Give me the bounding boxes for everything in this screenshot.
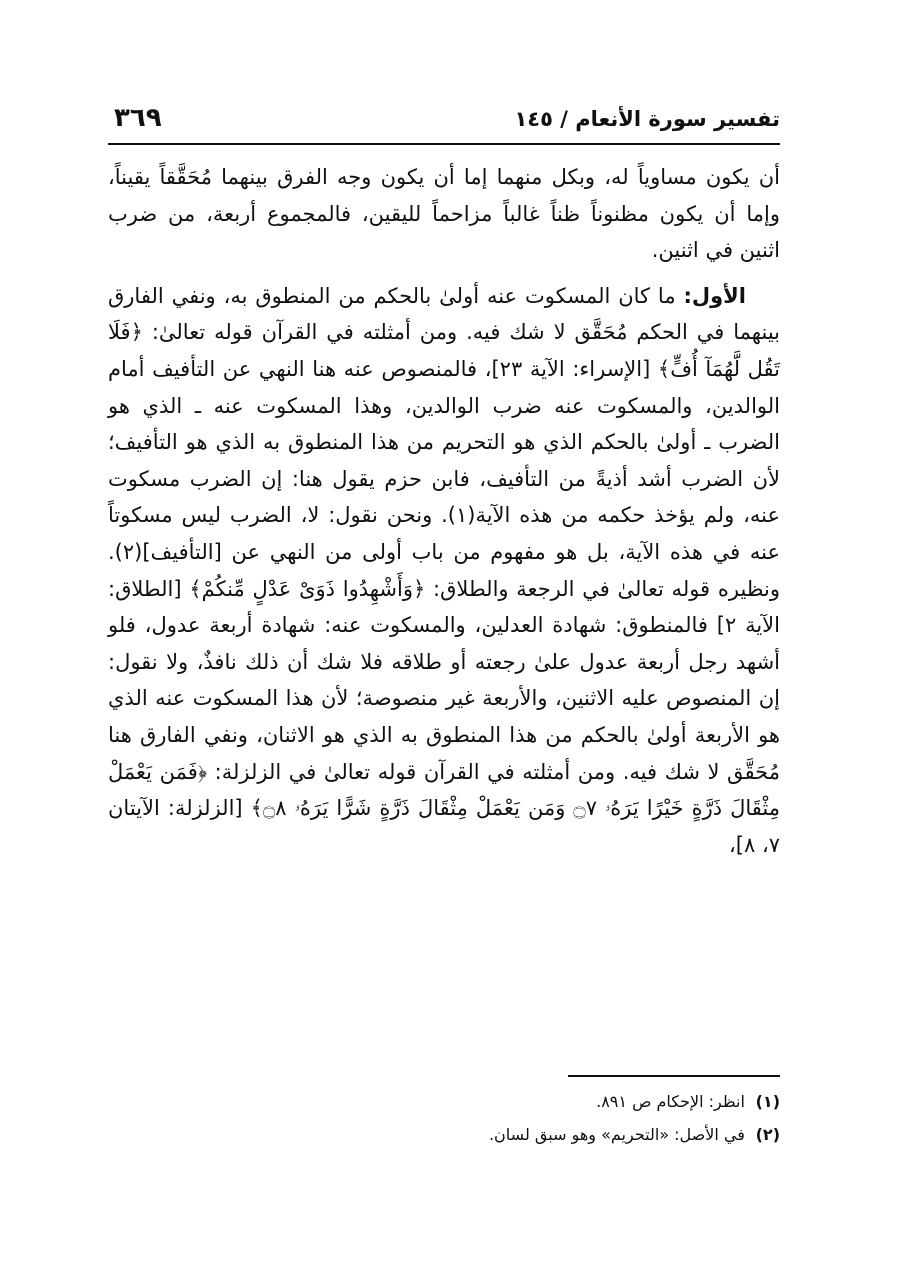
- footnotes: [108, 1085, 780, 1151]
- footnote-1: [108, 1085, 780, 1118]
- footnote-text: انظر: الإحكام ص ٨٩١.: [596, 1092, 745, 1111]
- paragraph-first-type: [108, 278, 780, 864]
- footnote-marker: (٢): [755, 1125, 780, 1144]
- paragraph-keyword: الأول:: [683, 283, 746, 308]
- footnote-divider: [568, 1075, 780, 1077]
- footnote-text: في الأصل: «التحريم» وهو سبق لسان.: [488, 1125, 745, 1144]
- book-page: [108, 95, 780, 1195]
- paragraph-intro: أن يكون مساوياً له، وبكل منهما إما أن يكون وجه الفرق بينهما مُحَقَّقاً يقيناً، وإما أن يكون مظنوناً ظناً غالباً مزاحماً لليقين، فالمجموع أربعة، من ضرب اثنين في اثنين.: [108, 165, 780, 263]
- footnote-marker: (١): [755, 1092, 780, 1111]
- running-header: [108, 95, 780, 145]
- footnote-2: [108, 1118, 780, 1151]
- header-title: تفسير سورة الأنعام / ١٤٥: [514, 107, 780, 131]
- page-number: ٣٦٩: [114, 103, 162, 133]
- paragraph-first-type-text: ما كان المسكوت عنه أولىٰ بالحكم من المنطوق به، ونفي الفارق بينهما في الحكم مُحَقَّق لا شك فيه. ومن أمثلته في القرآن قوله تعالىٰ: ﴿فَلَا تَقُل لَّهُمَآ أُفٍّ﴾ [الإسراء: الآية ٢٣]، فالمنصوص عنه هنا النهي عن التأفيف أمام الوالدين، والمسكوت عنه ضرب الوالدين، وهذا المسكوت عنه ـ الذي هو الضرب ـ أولىٰ بالحكم الذي هو التحريم من هذا المنطوق به الذي هو التأفيف؛ لأن الضرب أشد أذيةً من التأفيف، فابن حزم يقول هنا: إن الضرب مسكوت عنه، ولم يؤخذ حكمه من هذه الآية(١). ونحن نقول: لا، الضرب ليس مسكوتاً عنه في هذه الآية، بل هو مفهوم من باب أولى من النهي عن [التأفيف](٢). ونظيره قوله تعالىٰ في الرجعة والطلاق: ﴿وَأَشْهِدُوا ذَوَىْ عَدْلٍ مِّنكُمْ﴾ [الطلاق: الآية ٢] فالمنطوق: شهادة العدلين، والمسكوت عنه: شهادة أربعة عدول، فلو أشهد رجل أربعة عدول علىٰ رجعته أو طلاقه فلا شك أن ذلك نافذٌ، ولا نقول: إن المنصوص عليه الاثنين، والأربعة غير منصوصة؛ لأن هذا المسكوت عنه الذي هو الأربعة أولىٰ بالحكم من هذا المنطوق به الذي هو الاثنان، ونفي الفارق هنا مُحَقَّق لا شك فيه. ومن أمثلته في القرآن قوله تعالىٰ في الزلزلة: ﴿فَمَن يَعْمَلْ مِثْقَالَ ذَرَّةٍ خَيْرًا يَرَهُۥ ۝٧ وَمَن يَعْمَلْ مِثْقَالَ ذَرَّةٍ شَرًّا يَرَهُۥ ۝٨﴾ [الزلزلة: الآيتان ٧، ٨]،: [108, 283, 780, 857]
- body-text: [108, 159, 780, 863]
